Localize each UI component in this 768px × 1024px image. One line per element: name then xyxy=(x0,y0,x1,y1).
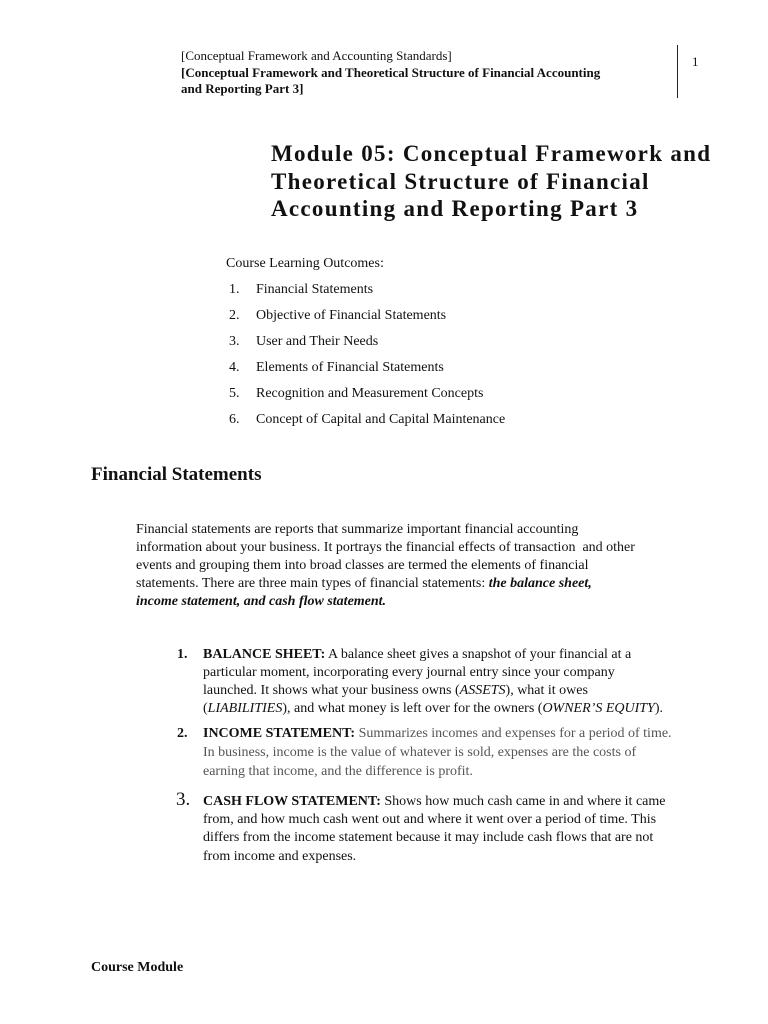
statement-line xyxy=(203,700,663,718)
statement-number: 1. xyxy=(177,647,188,662)
intro-line xyxy=(136,575,592,593)
statement-text: from income and expenses. xyxy=(203,849,357,864)
statement-text: ), and what money is left over for the owners ( xyxy=(282,701,543,716)
module-title-line: Theoretical Structure of Financial xyxy=(271,169,650,194)
intro-line xyxy=(136,593,386,611)
statement-text: launched. It shows what your business owns ( xyxy=(203,683,460,698)
outcome-number: 5. xyxy=(229,386,240,401)
header-course-title: [Conceptual Framework and Accounting Standards] xyxy=(181,48,452,63)
outcome-label: User and Their Needs xyxy=(256,334,379,349)
outcome-number: 2. xyxy=(229,308,240,323)
intro-text: events and grouping them into broad classes are termed the elements of financial xyxy=(136,558,589,573)
outcome-label: Objective of Financial Statements xyxy=(256,308,447,323)
header-module-title-line: [Conceptual Framework and Theoretical Structure of Financial Accounting xyxy=(181,65,601,80)
statement-text: In business, income is the value of whatever is sold, expenses are the costs of xyxy=(203,745,637,760)
statement-number: 3. xyxy=(176,789,191,810)
statement-line xyxy=(203,725,672,743)
statement-term: INCOME STATEMENT: xyxy=(203,726,356,741)
intro-text: statements. There are three main types of financial statements: xyxy=(136,576,489,591)
statement-term: BALANCE SHEET: xyxy=(203,647,326,662)
statement-line xyxy=(203,848,356,866)
statement-line xyxy=(203,763,473,781)
module-title-line: Module 05: Conceptual Framework and xyxy=(271,141,712,166)
intro-emphasis: income statement, and cash flow statement. xyxy=(136,594,387,609)
intro-line xyxy=(136,539,635,557)
intro-text: Financial statements are reports that summarize important financial accounting xyxy=(136,522,579,537)
statement-line xyxy=(203,793,665,811)
intro-text: information about your business. It portrays the financial effects of transaction and other xyxy=(136,540,635,555)
outcome-number: 4. xyxy=(229,360,240,375)
statement-emphasis: ASSETS xyxy=(459,683,506,698)
outcome-label: Elements of Financial Statements xyxy=(256,360,444,375)
outcome-label: Financial Statements xyxy=(256,282,374,297)
statement-text: earning that income, and the difference is profit. xyxy=(203,764,473,779)
outcome-number: 3. xyxy=(229,334,240,349)
statement-term: CASH FLOW STATEMENT: xyxy=(203,794,381,809)
statement-line xyxy=(203,829,653,847)
statement-text: ). xyxy=(654,701,663,716)
statement-text: differs from the income statement because it may include cash flows that are not xyxy=(203,830,654,845)
statement-line xyxy=(203,682,588,700)
statement-emphasis: OWNER’S EQUITY xyxy=(542,701,655,716)
statement-text: from, and how much cash went out and where it went over a period of time. This xyxy=(203,812,657,827)
statement-line xyxy=(203,646,631,664)
statement-text: ), what it owes xyxy=(505,683,588,698)
statement-text: particular moment, incorporating every journal entry since your company xyxy=(203,665,615,680)
outcome-label: Concept of Capital and Capital Maintenance xyxy=(256,412,506,427)
statement-text: ( xyxy=(203,701,208,716)
section-heading: Financial Statements xyxy=(91,464,262,485)
statement-number: 2. xyxy=(177,726,188,741)
statement-line xyxy=(203,811,656,829)
intro-emphasis: the balance sheet, xyxy=(488,576,592,591)
footer-label: Course Module xyxy=(91,960,184,975)
statement-text: Shows how much cash came in and where it came xyxy=(380,794,666,809)
statement-line xyxy=(203,744,636,762)
statement-line xyxy=(203,664,615,682)
outcome-label: Recognition and Measurement Concepts xyxy=(256,386,484,401)
outcome-number: 1. xyxy=(229,282,240,297)
header-module-title-line: and Reporting Part 3] xyxy=(181,81,304,96)
intro-line xyxy=(136,557,589,575)
page-number: 1 xyxy=(692,54,699,69)
intro-line xyxy=(136,521,578,539)
outcomes-heading: Course Learning Outcomes: xyxy=(226,256,384,271)
statement-text: A balance sheet gives a snapshot of your financial at a xyxy=(325,647,632,662)
module-title-line: Accounting and Reporting Part 3 xyxy=(271,196,639,221)
statement-text: Summarizes incomes and expenses for a period of time. xyxy=(355,726,672,741)
header-rule xyxy=(677,45,678,98)
statement-emphasis: LIABILITIES xyxy=(207,701,283,716)
outcome-number: 6. xyxy=(229,412,240,427)
